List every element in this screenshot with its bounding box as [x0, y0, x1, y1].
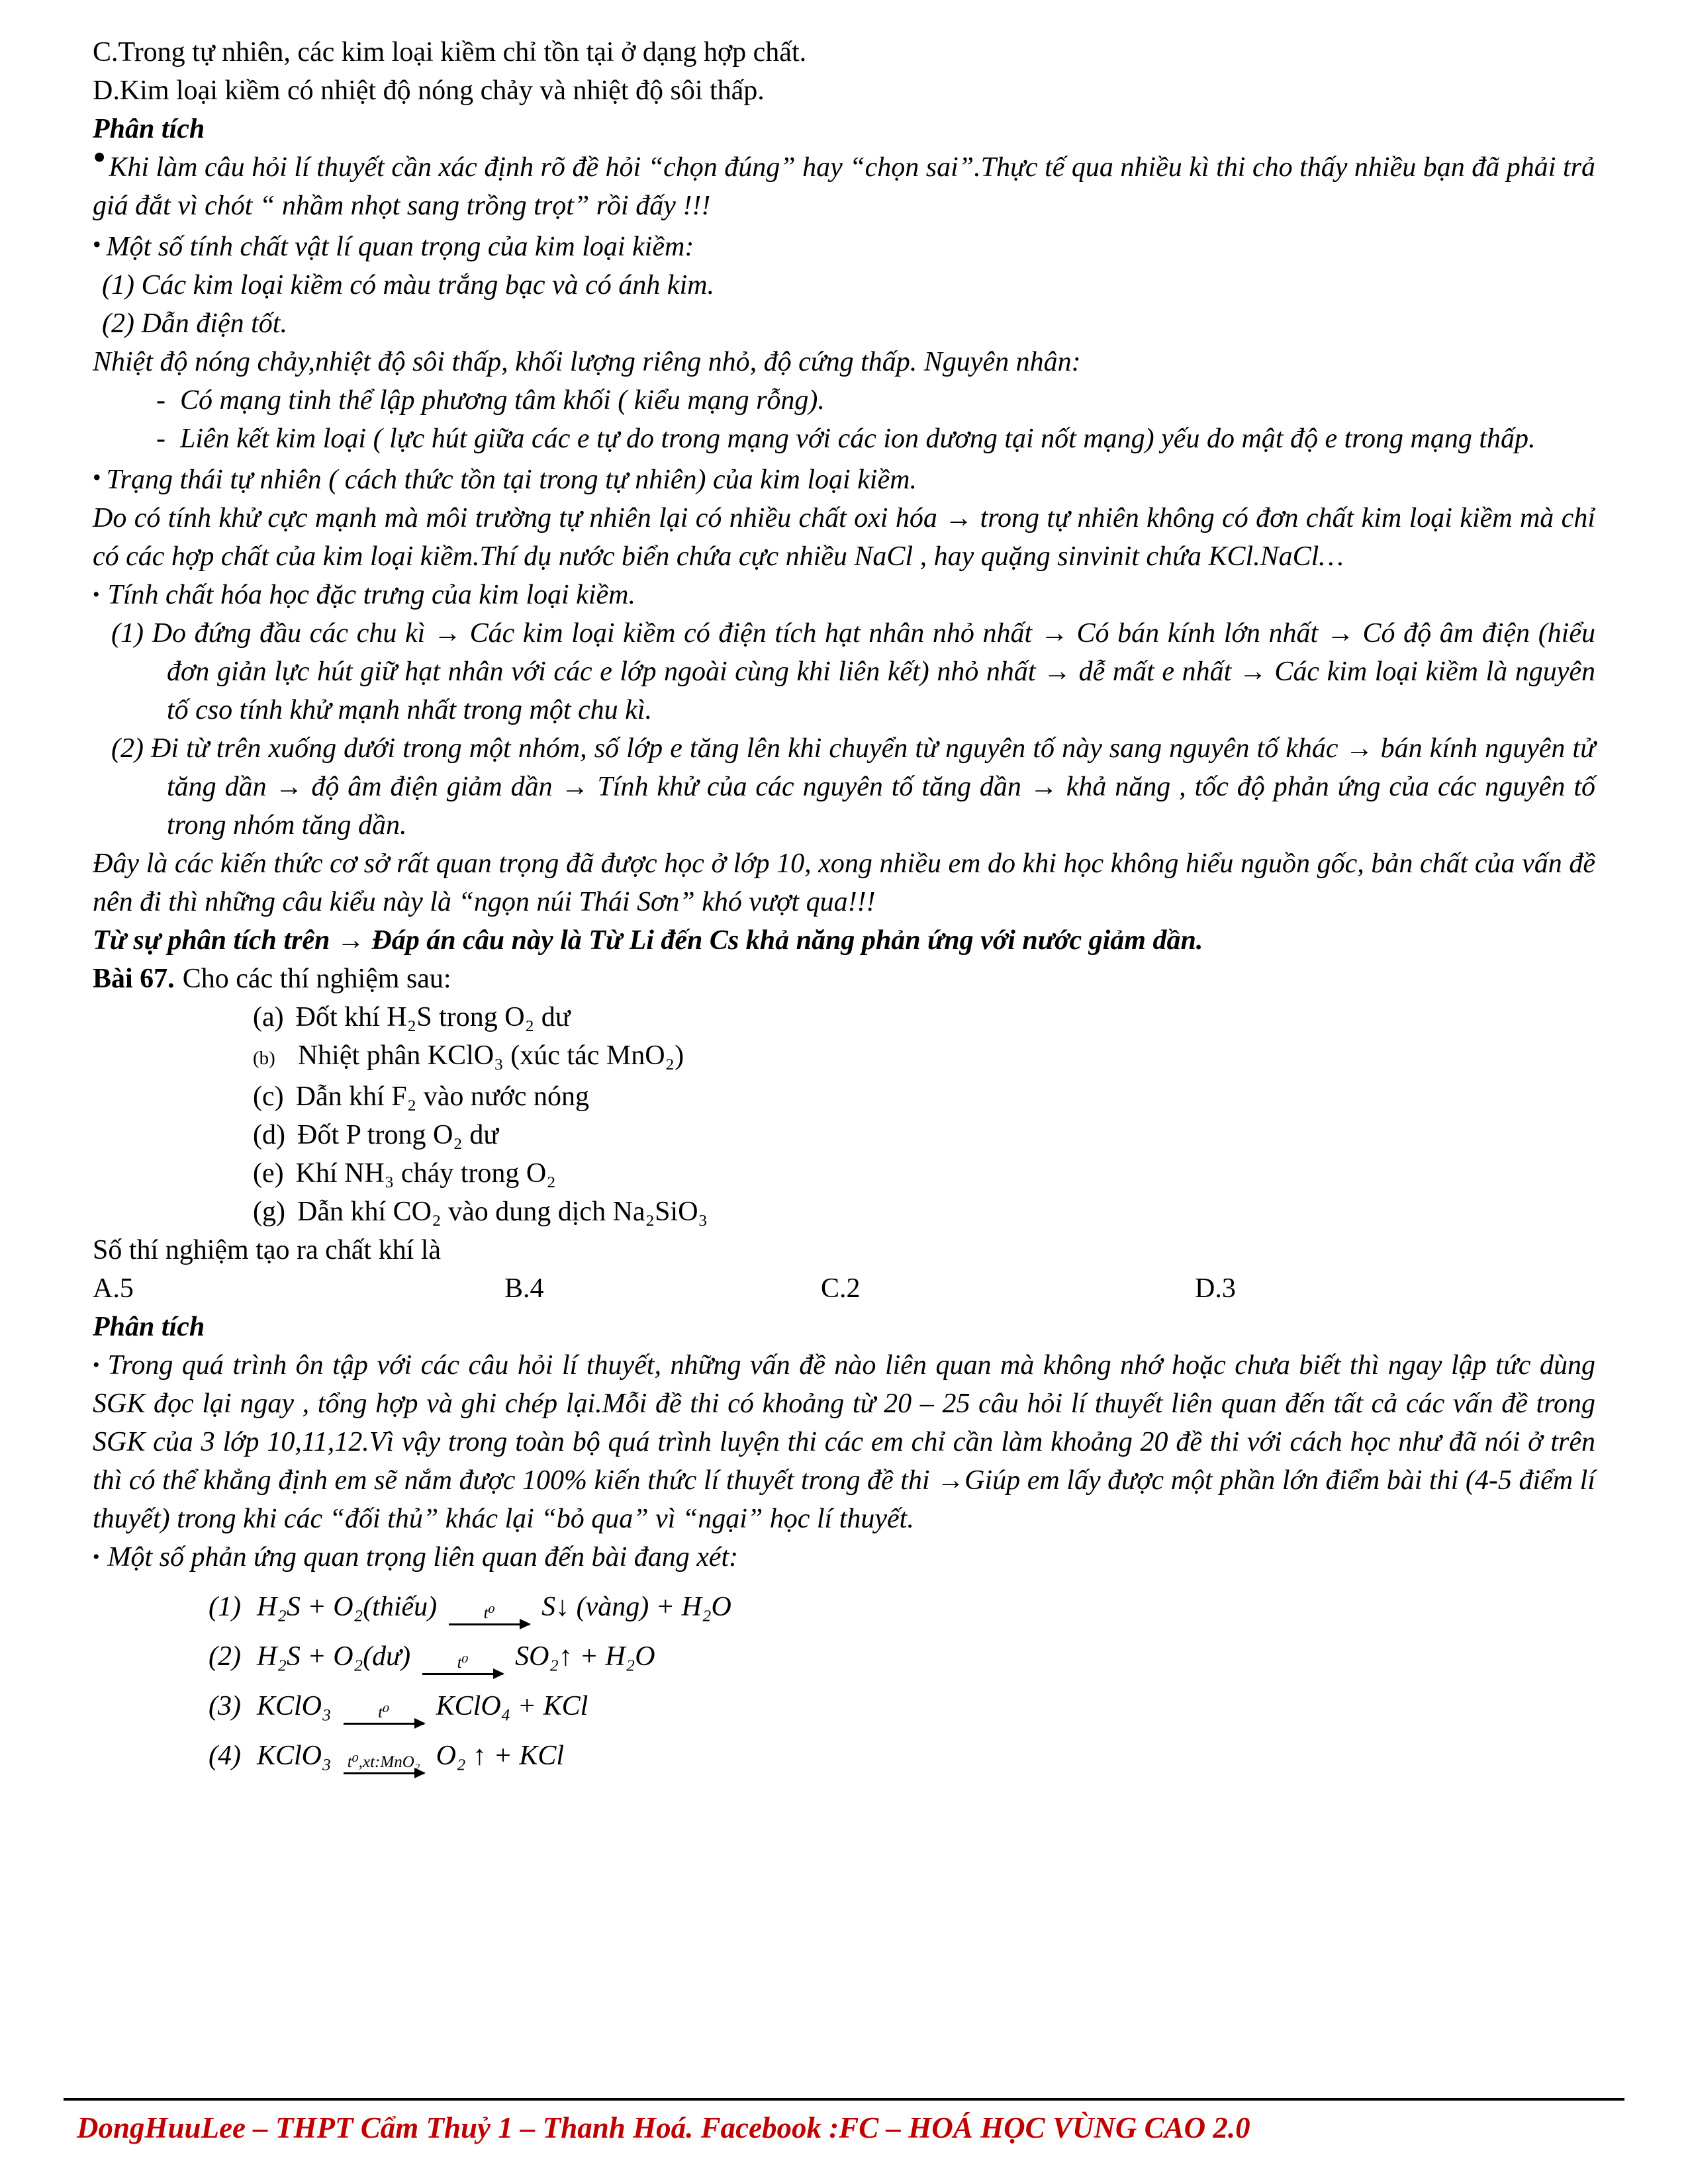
chemical-property-item-2: (2) Đi từ trên xuống dưới trong một nhóm, số lớp e tăng lên khi chuyển từ nguyên tố này sang nguyên tố khác → bán kính nguyên tử tăng dần → độ âm điện giảm dần → Tính khử của các nguyên tố tăng dần → khả năng , tốc độ phản ứng của các nguyên tố trong nhóm tăng dần. [111, 733, 1595, 841]
bullet-icon: • [93, 584, 100, 606]
analysis1-paragraph-7: Đây là các kiến thức cơ sở rất quan trọng đã được học ở lớp 10, xong nhiều em do khi học không hiểu nguồn gốc, bản chất của vấn đề nên đi thì những câu kiểu này là “ngọn núi Thái Sơn” khó vượt qua!!! [93, 848, 1595, 917]
analysis-heading-1: Phân tích [93, 114, 205, 144]
choice-d: D.3 [1195, 1273, 1236, 1304]
question-intro: Cho các thí nghiệm sau: [182, 964, 451, 994]
experiment-text: Dẫn khí CO₂ vào dung dịch Na₂SiO₃ [297, 1197, 708, 1227]
answer-option-d: D.Kim loại kiềm có nhiệt độ nóng chảy và nhiệt độ sôi thấp. [93, 75, 765, 106]
analysis-heading-2: Phân tích [93, 1312, 205, 1342]
analysis1-paragraph-5: Do có tính khử cực mạnh mà môi trường tự nhiên lại có nhiều chất oxi hóa → trong tự nhiên không có đơn chất kim loại kiềm mà chỉ có các hợp chất của kim loại kiềm.Thí dụ nước biển chứa cực nhiều NaCl , hay quặng sinvinit chứa KCl.NaCl… [93, 503, 1595, 572]
experiment-label: (c) [253, 1081, 284, 1112]
analysis1-paragraph-4 [93, 458, 1595, 499]
dash-item-text: Liên kết kim loại ( lực hút giữa các e tự do trong mạng với các ion dương tại nốt mạng) yếu do mật độ e trong mạng thấp. [180, 424, 1536, 454]
paragraph-text: Trong quá trình ôn tập với các câu hỏi lí thuyết, những vấn đề nào liên quan mà không nhớ hoặc chưa biết thì ngay lập tức dùng SGK đọc lại ngay , tổng hợp và ghi chép lại.Mỗi đề thi có khoảng từ 20 – 25 câu hỏi lí thuyết liên quan đến tất cả các vấn đề trong SGK của 3 lớp 10,11,12.Vì vậy trong toàn bộ quá trình luyện thi các em chỉ cần làm khoảng 20 đề thi với cách học như đã nói ở trên thì có thể khẳng định em sẽ nắm được 100% kiến thức lí thuyết trong đề thi →Giúp em lấy được một phần lớn điểm bài thi (4-5 điểm lí thuyết) trong khi các “đối thủ” khác lại “bỏ qua” vì “ngại” học lí thuyết. [93, 1350, 1595, 1534]
experiment-item-g [93, 1193, 1595, 1231]
arrow-condition: t⁰ [457, 1654, 469, 1672]
dash-item-1 [93, 381, 1595, 420]
experiment-label: (a) [253, 1002, 284, 1032]
question-67-heading [93, 960, 1595, 998]
equation-label: (2) [209, 1641, 241, 1672]
analysis1-paragraph-2 [93, 225, 1595, 266]
question-stem: Số thí nghiệm tạo ra chất khí là [93, 1235, 442, 1265]
equation-rhs: SO₂↑ + H₂O [515, 1641, 655, 1672]
analysis2-paragraph-2 [93, 1538, 1595, 1576]
answer-option-c: C.Trong tự nhiên, các kim loại kiềm chỉ tồn tại ở dạng hợp chất. [93, 37, 807, 68]
equation-label: (1) [209, 1592, 241, 1622]
equation-label: (4) [209, 1741, 241, 1771]
chemical-property-item-1: (1) Do đứng đầu các chu kì → Các kim loại kiềm có điện tích hạt nhân nhỏ nhất → Có bán kính lớn nhất → Có độ âm điện (hiểu đơn giản lực hút giữ hạt nhân với các e lớp ngoài cùng khi liên kết) nhỏ nhất → dễ mất e nhất → Các kim loại kiềm là nguyên tố cso tính khử mạnh nhất trong một chu kì. [111, 618, 1595, 725]
answer-choices-row [93, 1269, 1595, 1308]
bullet-icon: • [93, 464, 101, 490]
equation-lhs: H₂S + O₂(dư) [256, 1641, 411, 1672]
page-footer [64, 2098, 1624, 2146]
paragraph-text: Một số tính chất vật lí quan trọng của kim loại kiềm: [106, 232, 694, 262]
analysis2-paragraph-1 [93, 1346, 1595, 1538]
equation-rhs: O₂ ↑ + KCl [436, 1741, 565, 1771]
equation-lhs: H₂S + O₂(thiếu) [256, 1592, 438, 1622]
arrow-condition: t⁰,xt:MnO₂ [347, 1753, 420, 1771]
experiment-text: Nhiệt phân KClO₃ (xúc tác MnO₂) [297, 1040, 684, 1071]
experiment-text: Dẫn khí F₂ vào nước nóng [295, 1081, 590, 1112]
bullet-icon: • [93, 1354, 100, 1376]
reaction-arrow-icon [344, 1704, 424, 1725]
arrow-shaft [449, 1623, 530, 1625]
analysis1-paragraph-1 [93, 136, 1595, 225]
dash-icon: - [156, 424, 165, 454]
analysis1-conclusion: Từ sự phân tích trên → Đáp án câu này là Từ Li đến Cs khả năng phản ứng với nước giảm dần. [93, 925, 1203, 956]
arrow-shaft [344, 1723, 424, 1725]
equation-label: (3) [209, 1691, 241, 1721]
physical-property-item-1: (1) Các kim loại kiềm có màu trắng bạc và có ánh kim. [102, 270, 714, 300]
experiment-item-c [93, 1077, 1595, 1116]
choice-b: B.4 [504, 1273, 544, 1304]
experiment-item-d [93, 1116, 1595, 1154]
physical-property-item-2: (2) Dẫn điện tốt. [102, 308, 287, 339]
footer-text: DongHuuLee – THPT Cẩm Thuỷ 1 – Thanh Hoá. Facebook :FC – HOÁ HỌC VÙNG CAO 2.0 [77, 2111, 1250, 2144]
bullet-icon: • [93, 231, 101, 257]
reaction-equation-2 [93, 1637, 1595, 1676]
equation-lhs: KClO₃ [256, 1741, 332, 1771]
experiment-item-b [93, 1036, 1595, 1077]
dash-item-text: Có mạng tinh thể lập phương tâm khối ( kiểu mạng rỗng). [180, 385, 825, 416]
experiment-label: (g) [253, 1197, 285, 1227]
choice-a: A.5 [93, 1273, 134, 1304]
arrow-shaft [422, 1673, 503, 1675]
reaction-equation-1 [93, 1588, 1595, 1626]
paragraph-text: Một số phản ứng quan trọng liên quan đến bài đang xét: [107, 1542, 739, 1572]
paragraph-text: Tính chất hóa học đặc trưng của kim loại kiềm. [107, 580, 635, 610]
experiment-text: Khí NH₃ cháy trong O₂ [295, 1158, 556, 1189]
equation-rhs: KClO₄ + KCl [436, 1691, 588, 1721]
arrow-condition: t⁰ [483, 1604, 495, 1622]
experiment-label: (e) [253, 1158, 284, 1189]
dash-item-2 [93, 420, 1595, 458]
bullet-icon: • [93, 1546, 100, 1568]
experiment-label: (d) [253, 1120, 285, 1150]
choice-c: C.2 [821, 1273, 861, 1304]
arrow-condition: t⁰ [378, 1704, 390, 1721]
reaction-equation-3 [93, 1687, 1595, 1725]
reaction-equation-4 [93, 1737, 1595, 1775]
experiment-item-a [93, 998, 1595, 1036]
reaction-arrow-icon [422, 1655, 503, 1675]
reaction-arrow-icon [344, 1754, 424, 1774]
analysis1-paragraph-3: Nhiệt độ nóng chảy,nhiệt độ sôi thấp, khối lượng riêng nhỏ, độ cứng thấp. Nguyên nhân: [93, 347, 1081, 377]
experiment-item-e [93, 1154, 1595, 1193]
experiment-label: (b) [253, 1048, 275, 1069]
equation-rhs: S↓ (vàng) + H₂O [541, 1592, 731, 1622]
equation-lhs: KClO₃ [256, 1691, 332, 1721]
reaction-arrow-icon [449, 1605, 530, 1625]
question-number: Bài 67. [93, 964, 175, 994]
experiment-text: Đốt khí H₂S trong O₂ dư [295, 1002, 571, 1032]
paragraph-text: Khi làm câu hỏi lí thuyết cần xác định rõ đề hỏi “chọn đúng” hay “chọn sai”.Thực tế qua nhiều kì thi cho thấy nhiều bạn đã phải trả giá đắt vì chót “ nhầm nhọt sang trồng trọt” rồi đấy !!! [93, 152, 1595, 221]
experiment-text: Đốt P trong O₂ dư [297, 1120, 499, 1150]
dash-icon: - [156, 385, 165, 416]
paragraph-text: Trạng thái tự nhiên ( cách thức tồn tại trong tự nhiên) của kim loại kiềm. [106, 465, 917, 495]
bullet-icon: • [93, 136, 107, 179]
arrow-shaft [344, 1772, 424, 1774]
analysis1-paragraph-6 [93, 576, 1595, 614]
